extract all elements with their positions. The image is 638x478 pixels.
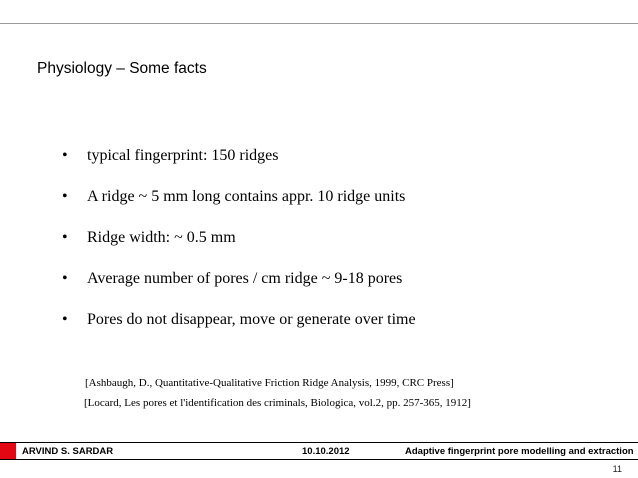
bullet-icon: • (62, 229, 68, 246)
footer-date: 10.10.2012 (302, 446, 350, 457)
bullet-text: typical fingerprint: 150 ridges (87, 147, 279, 164)
bullet-icon: • (62, 147, 68, 164)
page-number: 11 (612, 464, 622, 474)
bullet-icon: • (62, 188, 68, 205)
bullet-text: Ridge width: ~ 0.5 mm (87, 229, 236, 246)
footer-bottom-rule (0, 459, 638, 460)
references (85, 377, 471, 417)
bullet-icon: • (62, 270, 68, 287)
reference-ashbaugh: [Ashbaugh, D., Quantitative-Qualitative Friction Ridge Analysis, 1999, CRC Press] (85, 377, 454, 389)
footer-presentation-title: Adaptive fingerprint pore modelling and extraction (405, 446, 634, 457)
bullet-text: Average number of pores / cm ridge ~ 9-18 pores (87, 270, 403, 287)
bullet-text: Pores do not disappear, move or generate over time (87, 311, 416, 328)
bullet-text: A ridge ~ 5 mm long contains appr. 10 ridge units (87, 188, 406, 205)
slide-title: Physiology – Some facts (37, 60, 207, 77)
footer-accent-square (0, 443, 16, 459)
footer-author: ARVIND S. SARDAR (22, 446, 114, 457)
bullet-icon: • (62, 311, 68, 328)
header-divider (0, 23, 638, 24)
reference-locard: [Locard, Les pores et l'identification des criminals, Biologica, vol.2, pp. 257-365, 1912] (84, 397, 471, 409)
footer-top-rule (0, 442, 638, 443)
